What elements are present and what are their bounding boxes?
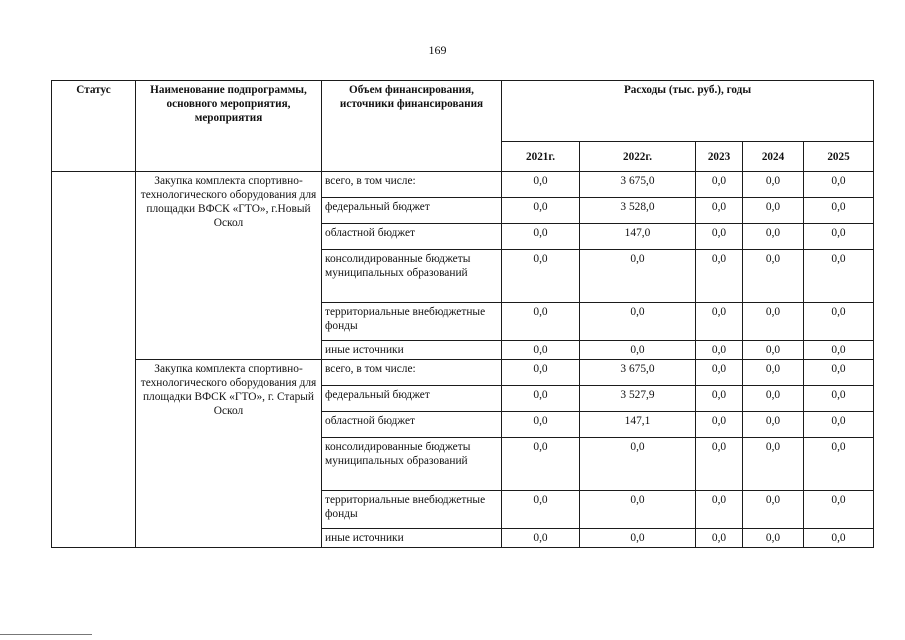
value-cell: 3 675,0 [580,360,696,386]
header-year: 2021г. [502,142,580,172]
value-cell: 0,0 [743,386,804,412]
value-cell: 147,0 [580,224,696,250]
value-cell: 0,0 [743,360,804,386]
value-cell: 0,0 [580,250,696,303]
value-cell: 0,0 [804,198,874,224]
value-cell: 0,0 [502,250,580,303]
header-year: 2024 [743,142,804,172]
header-status: Статус [52,81,136,172]
value-cell: 0,0 [580,491,696,529]
value-cell: 0,0 [696,172,743,198]
value-cell: 0,0 [580,529,696,548]
header-expenses: Расходы (тыс. руб.), годы [502,81,874,142]
value-cell: 0,0 [580,341,696,360]
value-cell: 0,0 [580,438,696,491]
value-cell: 0,0 [743,303,804,341]
value-cell: 0,0 [696,198,743,224]
status-cell [52,172,136,548]
header-year: 2023 [696,142,743,172]
value-cell: 0,0 [804,491,874,529]
funding-source: всего, в том числе: [322,172,502,198]
value-cell: 0,0 [804,224,874,250]
value-cell: 0,0 [696,303,743,341]
value-cell: 3 527,9 [580,386,696,412]
funding-source: областной бюджет [322,412,502,438]
value-cell: 0,0 [804,529,874,548]
value-cell: 0,0 [502,341,580,360]
value-cell: 0,0 [696,224,743,250]
value-cell: 0,0 [804,412,874,438]
value-cell: 0,0 [743,529,804,548]
value-cell: 0,0 [804,360,874,386]
header-funding: Объем финансирования, источники финансирования [322,81,502,172]
value-cell: 0,0 [804,386,874,412]
funding-source: консолидированные бюджеты муниципальных образований [322,438,502,491]
header-row [52,81,874,142]
value-cell: 0,0 [502,438,580,491]
value-cell: 0,0 [743,491,804,529]
value-cell: 0,0 [696,250,743,303]
value-cell: 0,0 [696,438,743,491]
table-row [52,360,874,386]
funding-source: иные источники [322,529,502,548]
value-cell: 0,0 [580,303,696,341]
value-cell: 0,0 [502,529,580,548]
value-cell: 0,0 [502,386,580,412]
funding-source: областной бюджет [322,224,502,250]
value-cell: 0,0 [804,250,874,303]
header-name: Наименование подпрограммы, основного мероприятия, мероприятия [136,81,322,172]
funding-source: территориальные внебюджетные фонды [322,303,502,341]
value-cell: 0,0 [502,198,580,224]
value-cell: 0,0 [743,198,804,224]
value-cell: 0,0 [696,412,743,438]
funding-source: всего, в том числе: [322,360,502,386]
funding-source: федеральный бюджет [322,386,502,412]
value-cell: 0,0 [696,529,743,548]
table-row [52,172,874,198]
value-cell: 0,0 [696,491,743,529]
page-number: 169 [428,43,447,57]
value-cell: 3 675,0 [580,172,696,198]
header-year: 2022г. [580,142,696,172]
funding-source: консолидированные бюджеты муниципальных образований [322,250,502,303]
value-cell: 0,0 [743,224,804,250]
value-cell: 0,0 [696,386,743,412]
value-cell: 0,0 [502,491,580,529]
funding-source: федеральный бюджет [322,198,502,224]
budget-table [51,80,874,548]
value-cell: 0,0 [743,250,804,303]
value-cell: 0,0 [804,438,874,491]
value-cell: 3 528,0 [580,198,696,224]
event-name: Закупка комплекта спортивно-технологического оборудования для площадки ВФСК «ГТО», г. Старый Оскол [136,360,322,548]
value-cell: 0,0 [696,360,743,386]
value-cell: 0,0 [804,303,874,341]
funding-source: территориальные внебюджетные фонды [322,491,502,529]
value-cell: 0,0 [696,341,743,360]
value-cell: 0,0 [743,438,804,491]
value-cell: 0,0 [502,224,580,250]
value-cell: 0,0 [502,412,580,438]
header-year: 2025 [804,142,874,172]
value-cell: 0,0 [804,341,874,360]
value-cell: 0,0 [502,172,580,198]
value-cell: 147,1 [580,412,696,438]
value-cell: 0,0 [804,172,874,198]
value-cell: 0,0 [743,172,804,198]
value-cell: 0,0 [502,303,580,341]
funding-source: иные источники [322,341,502,360]
value-cell: 0,0 [743,412,804,438]
scan-edge-line [0,634,92,635]
event-name: Закупка комплекта спортивно-технологического оборудования для площадки ВФСК «ГТО», г.Новый Оскол [136,172,322,360]
value-cell: 0,0 [743,341,804,360]
value-cell: 0,0 [502,360,580,386]
